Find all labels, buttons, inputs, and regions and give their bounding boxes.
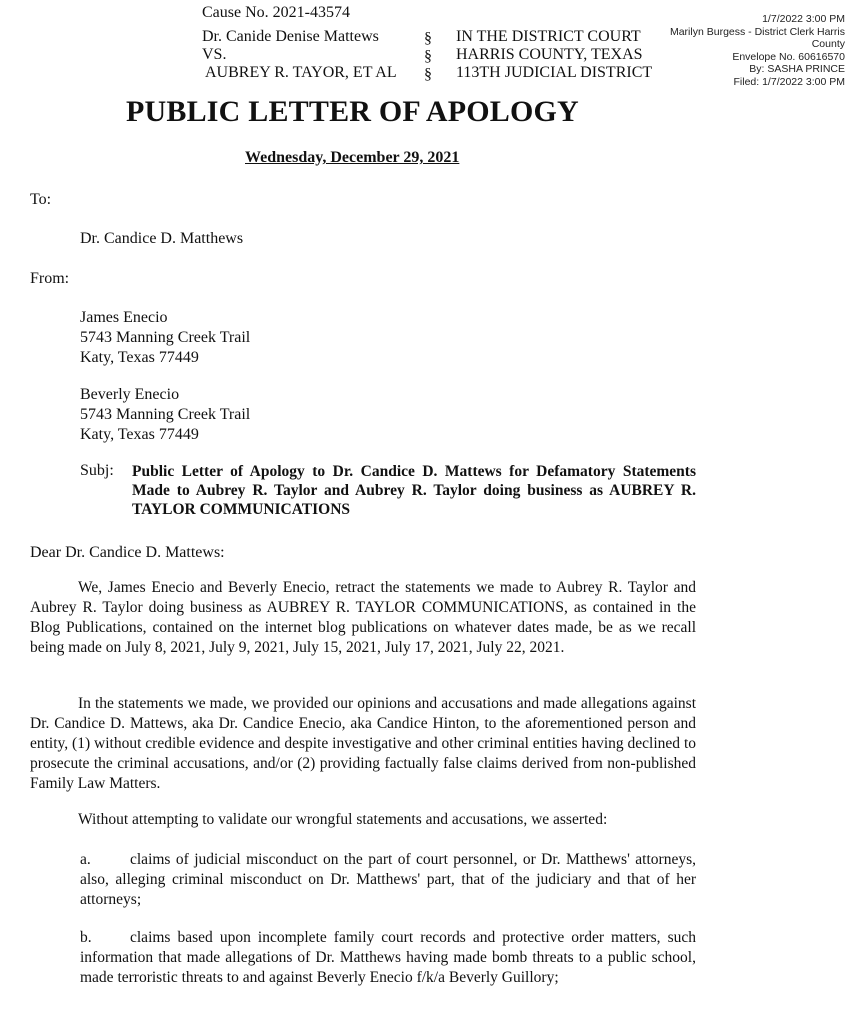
body-paragraph: Without attempting to validate our wrongful statements and accusations, we asserted: [78,811,608,828]
list-item [80,928,696,988]
filing-stamp [640,13,845,89]
salutation: Dear Dr. Candice D. Mattews: [30,544,225,561]
stamp-line: By: SASHA PRINCE [749,63,845,76]
document-title: PUBLIC LETTER OF APOLOGY [126,95,579,128]
cause-number: Cause No. 2021-43574 [202,4,350,21]
list-text: claims of judicial misconduct on the part of court personnel, or Dr. Matthews' attorneys, also, alleging criminal misconduct on Dr. Matthews' part, that of the judiciary and that of her attorneys; [80,851,696,908]
recipient-name: Dr. Candice D. Matthews [80,230,244,247]
section-symbol: § [424,30,432,47]
court-line-1: IN THE DISTRICT COURT [456,28,641,45]
body-paragraph: We, James Enecio and Beverly Enecio, retract the statements we made to Aubrey R. Taylor and Aubrey R. Taylor doing business as AUBREY R. TAYLOR COMMUNICATIONS, as contained in the Blog Publications, contained on the internet blog publications on whatever dates made, be as we recall being made on July 8, 2021, July 9, 2021, July 15, 2021, July 17, 2021, July 22, 2021. [30,579,696,656]
from-label: From: [30,270,70,287]
subject-label: Subj: [80,462,114,479]
list-item [80,850,696,910]
subject-text: Public Letter of Apology to Dr. Candice D. Mattews for Defamatory Statements Made to Aubrey R. Taylor and Aubrey R. Taylor doing business as AUBREY R. TAYLOR COMMUNICATIONS [132,463,696,518]
section-symbol: § [424,48,432,65]
stamp-line: Envelope No. 60616570 [732,50,845,63]
to-label: To: [30,191,52,208]
sender-city: Katy, Texas 77449 [80,426,199,443]
sender-block [80,385,250,445]
court-line-2: HARRIS COUNTY, TEXAS [456,46,643,63]
versus-label: VS. [202,46,227,63]
sender-name: Beverly Enecio [80,386,180,403]
list-letter: a. [80,851,91,868]
sender-block [80,308,250,368]
stamp-line: Marilyn Burgess - District Clerk Harris County [669,25,845,51]
stamp-line: 1/7/2022 3:00 PM [762,13,845,25]
defendant-name: AUBREY R. TAYOR, ET AL [205,64,397,81]
court-line-3: 113TH JUDICIAL DISTRICT [456,64,653,81]
letter-date: Wednesday, December 29, 2021 [245,149,460,166]
sender-city: Katy, Texas 77449 [80,349,199,366]
sender-name: James Enecio [80,309,168,326]
list-text: claims based upon incomplete family court records and protective order matters, such information that made allegations of Dr. Matthews having made bomb threats to a public school, made terroristic threats to and against Beverly Enecio f/k/a Beverly Guillory; [80,929,696,986]
section-symbol: § [424,66,432,83]
plaintiff-name: Dr. Canide Denise Mattews [202,28,379,45]
stamp-line: Filed: 1/7/2022 3:00 PM [733,75,845,88]
body-paragraph: In the statements we made, we provided our opinions and accusations and made allegations against Dr. Candice D. Mattews, aka Dr. Candice Enecio, aka Candice Hinton, to the aforementioned person and entity, (1) without credible evidence and despite investigative and other criminal entities having declined to prosecute the criminal accusations, and/or (2) providing factually false claims derived from non-published Family Law Matters. [30,695,696,792]
sender-street: 5743 Manning Creek Trail [80,329,251,346]
list-letter: b. [80,929,92,946]
sender-street: 5743 Manning Creek Trail [80,406,251,423]
